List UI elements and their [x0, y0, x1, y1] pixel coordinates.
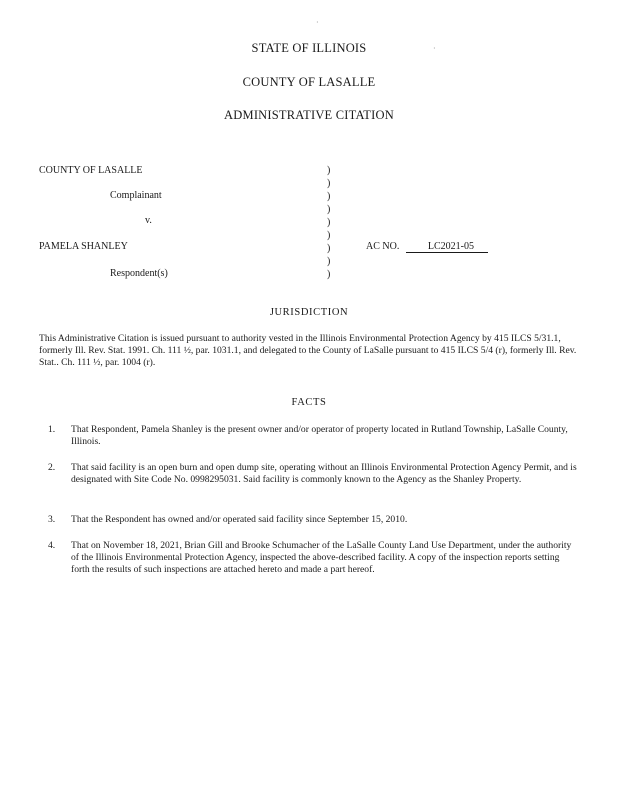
fact-text: That on November 18, 2021, Brian Gill and Brooke Schumacher of the LaSalle County Land Use Department, under the authority of the Illinois Environmental Protection Agency, inspected the above-described facility. A copy of the inspection reports setting forth the results of such inspections are attached hereto and made a part hereof.: [71, 540, 572, 575]
caption-paren: ): [327, 256, 331, 267]
caption-paren: ): [327, 217, 331, 228]
header-state: STATE OF ILLINOIS: [251, 41, 367, 55]
fact-item: [48, 514, 580, 526]
caption-paren: ): [327, 269, 331, 280]
fact-number: 2.: [48, 462, 56, 473]
fact-item: [48, 462, 580, 486]
complainant-label: Complainant: [110, 190, 162, 201]
caption-paren-column: [327, 164, 330, 281]
caption-paren: ): [327, 243, 331, 254]
fact-number: 4.: [48, 540, 56, 551]
fact-text: That Respondent, Pamela Shanley is the present owner and/or operator of property located in Rutland Township, LaSalle County, Illinois.: [71, 424, 568, 447]
respondent-label: Respondent(s): [110, 268, 168, 279]
caption-paren: ): [327, 204, 331, 215]
versus-label: v.: [145, 215, 152, 226]
caption-paren: ): [327, 191, 331, 202]
fact-item: [48, 540, 580, 576]
ac-number-label: AC NO.: [366, 241, 400, 252]
fact-text: That said facility is an open burn and open dump site, operating without an Illinois Environmental Protection Agency Permit, and is designated with Site Code No. 0998295031. Said facility is commonly known to the Agency as the Shanley Property.: [71, 462, 577, 485]
header-doc-title: ADMINISTRATIVE CITATION: [224, 108, 394, 122]
caption-paren: ): [327, 178, 331, 189]
ac-number-field: [366, 241, 488, 253]
facts-heading: FACTS: [291, 397, 327, 408]
jurisdiction-heading: JURISDICTION: [269, 307, 349, 318]
fact-item: [48, 424, 580, 448]
fact-number: 1.: [48, 424, 56, 435]
caption-paren: ): [327, 165, 331, 176]
complainant-name: COUNTY OF LASALLE: [39, 165, 143, 176]
jurisdiction-paragraph: This Administrative Citation is issued pursuant to authority vested in the Illinois Environmental Protection Agency by 415 ILCS 5/31.1, formerly Ill. Rev. Stat. 1991. Ch. 111 ½, par. 1031.1, and delegated to the County of LaSalle pursuant to 415 ILCS 5/4 (r), formerly Ill. Rev. Stat.. Ch. 111 ½, par. 1004 (r).: [39, 333, 577, 368]
caption-paren: ): [327, 230, 331, 241]
header-county: COUNTY OF LASALLE: [242, 75, 376, 89]
respondent-name: PAMELA SHANLEY: [39, 241, 128, 252]
scan-speck: ·: [433, 44, 436, 53]
ac-number-value: LC2021-05: [406, 241, 488, 253]
fact-number: 3.: [48, 514, 56, 525]
scan-speck: ·: [316, 18, 319, 27]
fact-text: That the Respondent has owned and/or operated said facility since September 15, 2010.: [71, 514, 408, 525]
